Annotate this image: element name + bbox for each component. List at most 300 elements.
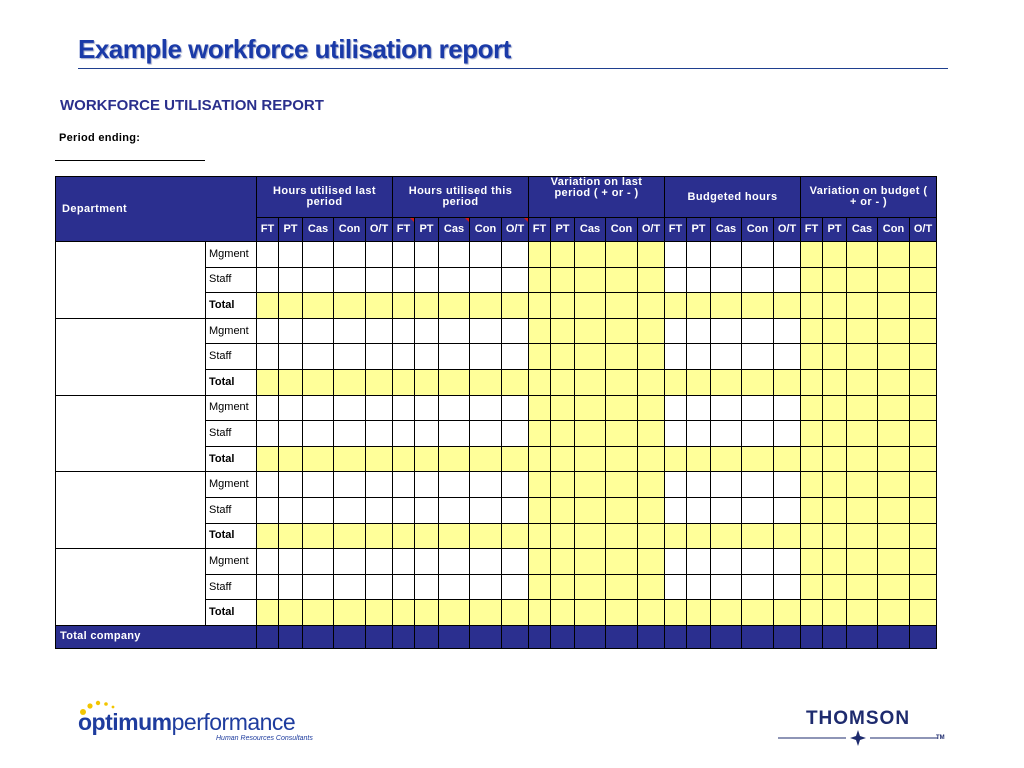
data-cell[interactable]: [742, 395, 774, 421]
data-cell[interactable]: [847, 549, 878, 575]
data-cell[interactable]: [279, 318, 303, 344]
data-cell[interactable]: [257, 421, 279, 447]
data-cell[interactable]: [742, 318, 774, 344]
data-cell[interactable]: [687, 472, 711, 498]
data-cell[interactable]: [878, 369, 910, 395]
data-cell[interactable]: [878, 318, 910, 344]
data-cell[interactable]: [502, 574, 529, 600]
data-cell[interactable]: [334, 472, 366, 498]
data-cell[interactable]: [687, 600, 711, 626]
data-cell[interactable]: [415, 600, 439, 626]
data-cell[interactable]: [575, 421, 606, 447]
data-cell[interactable]: [878, 267, 910, 293]
data-cell[interactable]: [257, 344, 279, 370]
data-cell[interactable]: [393, 293, 415, 319]
data-cell[interactable]: [551, 574, 575, 600]
data-cell[interactable]: [665, 497, 687, 523]
data-cell[interactable]: [334, 318, 366, 344]
data-cell[interactable]: [334, 497, 366, 523]
data-cell[interactable]: [334, 549, 366, 575]
data-cell[interactable]: [910, 369, 937, 395]
data-cell[interactable]: [742, 369, 774, 395]
data-cell[interactable]: [606, 574, 638, 600]
data-cell[interactable]: [366, 523, 393, 549]
data-cell[interactable]: [878, 395, 910, 421]
data-cell[interactable]: [303, 421, 334, 447]
total-company-cell[interactable]: [303, 625, 334, 648]
data-cell[interactable]: [366, 574, 393, 600]
data-cell[interactable]: [638, 600, 665, 626]
total-company-cell[interactable]: [711, 625, 742, 648]
total-company-cell[interactable]: [606, 625, 638, 648]
data-cell[interactable]: [847, 267, 878, 293]
data-cell[interactable]: [687, 318, 711, 344]
data-cell[interactable]: [774, 446, 801, 472]
data-cell[interactable]: [334, 395, 366, 421]
data-cell[interactable]: [551, 369, 575, 395]
data-cell[interactable]: [665, 523, 687, 549]
data-cell[interactable]: [470, 242, 502, 268]
data-cell[interactable]: [742, 344, 774, 370]
data-cell[interactable]: [303, 574, 334, 600]
data-cell[interactable]: [279, 600, 303, 626]
data-cell[interactable]: [470, 369, 502, 395]
data-cell[interactable]: [823, 600, 847, 626]
data-cell[interactable]: [470, 497, 502, 523]
data-cell[interactable]: [439, 421, 470, 447]
data-cell[interactable]: [303, 293, 334, 319]
data-cell[interactable]: [257, 318, 279, 344]
data-cell[interactable]: [742, 472, 774, 498]
total-company-cell[interactable]: [665, 625, 687, 648]
data-cell[interactable]: [529, 497, 551, 523]
data-cell[interactable]: [470, 318, 502, 344]
data-cell[interactable]: [502, 267, 529, 293]
data-cell[interactable]: [575, 446, 606, 472]
data-cell[interactable]: [638, 446, 665, 472]
data-cell[interactable]: [551, 318, 575, 344]
data-cell[interactable]: [742, 600, 774, 626]
data-cell[interactable]: [878, 446, 910, 472]
data-cell[interactable]: [711, 369, 742, 395]
data-cell[interactable]: [910, 344, 937, 370]
data-cell[interactable]: [393, 549, 415, 575]
data-cell[interactable]: [393, 446, 415, 472]
data-cell[interactable]: [687, 242, 711, 268]
data-cell[interactable]: [303, 600, 334, 626]
data-cell[interactable]: [529, 446, 551, 472]
data-cell[interactable]: [529, 344, 551, 370]
data-cell[interactable]: [665, 549, 687, 575]
data-cell[interactable]: [366, 472, 393, 498]
data-cell[interactable]: [638, 293, 665, 319]
data-cell[interactable]: [687, 293, 711, 319]
data-cell[interactable]: [711, 293, 742, 319]
data-cell[interactable]: [529, 523, 551, 549]
data-cell[interactable]: [279, 344, 303, 370]
total-company-cell[interactable]: [529, 625, 551, 648]
data-cell[interactable]: [366, 369, 393, 395]
data-cell[interactable]: [502, 395, 529, 421]
data-cell[interactable]: [711, 395, 742, 421]
data-cell[interactable]: [334, 446, 366, 472]
data-cell[interactable]: [665, 574, 687, 600]
data-cell[interactable]: [334, 369, 366, 395]
data-cell[interactable]: [439, 600, 470, 626]
department-name-cell[interactable]: [56, 472, 206, 549]
data-cell[interactable]: [334, 293, 366, 319]
data-cell[interactable]: [823, 523, 847, 549]
data-cell[interactable]: [279, 523, 303, 549]
data-cell[interactable]: [910, 523, 937, 549]
data-cell[interactable]: [575, 497, 606, 523]
data-cell[interactable]: [711, 523, 742, 549]
data-cell[interactable]: [823, 574, 847, 600]
data-cell[interactable]: [638, 242, 665, 268]
data-cell[interactable]: [439, 242, 470, 268]
data-cell[interactable]: [801, 344, 823, 370]
data-cell[interactable]: [502, 600, 529, 626]
data-cell[interactable]: [257, 293, 279, 319]
data-cell[interactable]: [665, 369, 687, 395]
data-cell[interactable]: [502, 242, 529, 268]
data-cell[interactable]: [303, 497, 334, 523]
data-cell[interactable]: [366, 344, 393, 370]
data-cell[interactable]: [847, 472, 878, 498]
data-cell[interactable]: [470, 523, 502, 549]
data-cell[interactable]: [303, 344, 334, 370]
data-cell[interactable]: [638, 344, 665, 370]
data-cell[interactable]: [393, 523, 415, 549]
data-cell[interactable]: [823, 549, 847, 575]
data-cell[interactable]: [665, 267, 687, 293]
data-cell[interactable]: [439, 574, 470, 600]
data-cell[interactable]: [847, 523, 878, 549]
data-cell[interactable]: [393, 267, 415, 293]
data-cell[interactable]: [257, 472, 279, 498]
data-cell[interactable]: [470, 472, 502, 498]
data-cell[interactable]: [551, 293, 575, 319]
data-cell[interactable]: [742, 267, 774, 293]
data-cell[interactable]: [910, 600, 937, 626]
data-cell[interactable]: [801, 472, 823, 498]
data-cell[interactable]: [687, 344, 711, 370]
data-cell[interactable]: [801, 369, 823, 395]
data-cell[interactable]: [878, 497, 910, 523]
data-cell[interactable]: [529, 574, 551, 600]
data-cell[interactable]: [470, 293, 502, 319]
data-cell[interactable]: [502, 472, 529, 498]
data-cell[interactable]: [257, 523, 279, 549]
data-cell[interactable]: [606, 344, 638, 370]
data-cell[interactable]: [774, 600, 801, 626]
data-cell[interactable]: [366, 600, 393, 626]
data-cell[interactable]: [606, 421, 638, 447]
data-cell[interactable]: [551, 395, 575, 421]
data-cell[interactable]: [774, 549, 801, 575]
data-cell[interactable]: [529, 395, 551, 421]
data-cell[interactable]: [502, 421, 529, 447]
data-cell[interactable]: [801, 600, 823, 626]
data-cell[interactable]: [847, 318, 878, 344]
data-cell[interactable]: [801, 293, 823, 319]
data-cell[interactable]: [366, 446, 393, 472]
data-cell[interactable]: [366, 293, 393, 319]
data-cell[interactable]: [470, 549, 502, 575]
department-name-cell[interactable]: [56, 242, 206, 319]
data-cell[interactable]: [910, 267, 937, 293]
data-cell[interactable]: [878, 574, 910, 600]
data-cell[interactable]: [801, 523, 823, 549]
data-cell[interactable]: [551, 446, 575, 472]
data-cell[interactable]: [502, 497, 529, 523]
data-cell[interactable]: [551, 472, 575, 498]
data-cell[interactable]: [439, 523, 470, 549]
data-cell[interactable]: [665, 242, 687, 268]
data-cell[interactable]: [393, 395, 415, 421]
data-cell[interactable]: [847, 600, 878, 626]
data-cell[interactable]: [801, 318, 823, 344]
data-cell[interactable]: [774, 395, 801, 421]
data-cell[interactable]: [551, 600, 575, 626]
data-cell[interactable]: [606, 369, 638, 395]
data-cell[interactable]: [529, 421, 551, 447]
data-cell[interactable]: [470, 574, 502, 600]
data-cell[interactable]: [878, 600, 910, 626]
data-cell[interactable]: [393, 600, 415, 626]
data-cell[interactable]: [575, 574, 606, 600]
total-company-cell[interactable]: [415, 625, 439, 648]
total-company-cell[interactable]: [393, 625, 415, 648]
data-cell[interactable]: [575, 242, 606, 268]
data-cell[interactable]: [711, 242, 742, 268]
data-cell[interactable]: [910, 293, 937, 319]
data-cell[interactable]: [687, 446, 711, 472]
data-cell[interactable]: [575, 472, 606, 498]
data-cell[interactable]: [847, 446, 878, 472]
total-company-cell[interactable]: [847, 625, 878, 648]
data-cell[interactable]: [303, 523, 334, 549]
data-cell[interactable]: [415, 523, 439, 549]
data-cell[interactable]: [606, 395, 638, 421]
data-cell[interactable]: [393, 369, 415, 395]
data-cell[interactable]: [711, 497, 742, 523]
data-cell[interactable]: [742, 574, 774, 600]
total-company-cell[interactable]: [279, 625, 303, 648]
data-cell[interactable]: [687, 523, 711, 549]
data-cell[interactable]: [847, 497, 878, 523]
data-cell[interactable]: [279, 574, 303, 600]
total-company-cell[interactable]: [366, 625, 393, 648]
total-company-cell[interactable]: [551, 625, 575, 648]
data-cell[interactable]: [847, 421, 878, 447]
data-cell[interactable]: [801, 395, 823, 421]
data-cell[interactable]: [279, 421, 303, 447]
data-cell[interactable]: [439, 369, 470, 395]
data-cell[interactable]: [502, 523, 529, 549]
data-cell[interactable]: [823, 293, 847, 319]
data-cell[interactable]: [439, 344, 470, 370]
data-cell[interactable]: [774, 242, 801, 268]
data-cell[interactable]: [415, 293, 439, 319]
data-cell[interactable]: [551, 267, 575, 293]
data-cell[interactable]: [502, 549, 529, 575]
data-cell[interactable]: [878, 421, 910, 447]
data-cell[interactable]: [774, 267, 801, 293]
data-cell[interactable]: [910, 574, 937, 600]
data-cell[interactable]: [257, 600, 279, 626]
data-cell[interactable]: [638, 549, 665, 575]
data-cell[interactable]: [551, 497, 575, 523]
total-company-cell[interactable]: [774, 625, 801, 648]
data-cell[interactable]: [303, 267, 334, 293]
data-cell[interactable]: [638, 395, 665, 421]
data-cell[interactable]: [823, 472, 847, 498]
data-cell[interactable]: [606, 446, 638, 472]
data-cell[interactable]: [279, 446, 303, 472]
data-cell[interactable]: [279, 242, 303, 268]
data-cell[interactable]: [470, 421, 502, 447]
data-cell[interactable]: [502, 369, 529, 395]
data-cell[interactable]: [334, 344, 366, 370]
data-cell[interactable]: [878, 293, 910, 319]
data-cell[interactable]: [439, 472, 470, 498]
data-cell[interactable]: [711, 472, 742, 498]
data-cell[interactable]: [606, 472, 638, 498]
data-cell[interactable]: [638, 497, 665, 523]
data-cell[interactable]: [910, 421, 937, 447]
data-cell[interactable]: [910, 472, 937, 498]
data-cell[interactable]: [823, 344, 847, 370]
data-cell[interactable]: [279, 395, 303, 421]
data-cell[interactable]: [847, 395, 878, 421]
data-cell[interactable]: [502, 293, 529, 319]
data-cell[interactable]: [774, 344, 801, 370]
data-cell[interactable]: [711, 421, 742, 447]
data-cell[interactable]: [606, 267, 638, 293]
data-cell[interactable]: [366, 549, 393, 575]
data-cell[interactable]: [415, 344, 439, 370]
data-cell[interactable]: [257, 497, 279, 523]
data-cell[interactable]: [823, 242, 847, 268]
data-cell[interactable]: [575, 293, 606, 319]
data-cell[interactable]: [279, 549, 303, 575]
total-company-cell[interactable]: [823, 625, 847, 648]
total-company-cell[interactable]: [334, 625, 366, 648]
data-cell[interactable]: [711, 549, 742, 575]
data-cell[interactable]: [774, 472, 801, 498]
data-cell[interactable]: [742, 523, 774, 549]
data-cell[interactable]: [575, 369, 606, 395]
data-cell[interactable]: [606, 242, 638, 268]
data-cell[interactable]: [606, 293, 638, 319]
data-cell[interactable]: [801, 549, 823, 575]
data-cell[interactable]: [878, 242, 910, 268]
data-cell[interactable]: [470, 600, 502, 626]
data-cell[interactable]: [415, 267, 439, 293]
data-cell[interactable]: [638, 523, 665, 549]
data-cell[interactable]: [847, 242, 878, 268]
data-cell[interactable]: [393, 574, 415, 600]
data-cell[interactable]: [910, 549, 937, 575]
data-cell[interactable]: [801, 242, 823, 268]
department-name-cell[interactable]: [56, 318, 206, 395]
data-cell[interactable]: [393, 344, 415, 370]
data-cell[interactable]: [823, 369, 847, 395]
data-cell[interactable]: [742, 421, 774, 447]
data-cell[interactable]: [823, 497, 847, 523]
data-cell[interactable]: [878, 523, 910, 549]
data-cell[interactable]: [711, 344, 742, 370]
data-cell[interactable]: [665, 600, 687, 626]
data-cell[interactable]: [257, 267, 279, 293]
data-cell[interactable]: [439, 497, 470, 523]
data-cell[interactable]: [606, 523, 638, 549]
data-cell[interactable]: [801, 446, 823, 472]
data-cell[interactable]: [774, 574, 801, 600]
total-company-cell[interactable]: [439, 625, 470, 648]
data-cell[interactable]: [415, 242, 439, 268]
data-cell[interactable]: [742, 497, 774, 523]
data-cell[interactable]: [665, 395, 687, 421]
total-company-cell[interactable]: [638, 625, 665, 648]
data-cell[interactable]: [665, 293, 687, 319]
data-cell[interactable]: [774, 497, 801, 523]
data-cell[interactable]: [665, 318, 687, 344]
data-cell[interactable]: [529, 549, 551, 575]
data-cell[interactable]: [575, 318, 606, 344]
data-cell[interactable]: [439, 293, 470, 319]
data-cell[interactable]: [687, 574, 711, 600]
data-cell[interactable]: [415, 395, 439, 421]
data-cell[interactable]: [303, 369, 334, 395]
data-cell[interactable]: [393, 497, 415, 523]
data-cell[interactable]: [551, 242, 575, 268]
department-name-cell[interactable]: [56, 395, 206, 472]
data-cell[interactable]: [711, 446, 742, 472]
data-cell[interactable]: [257, 369, 279, 395]
data-cell[interactable]: [711, 574, 742, 600]
data-cell[interactable]: [742, 446, 774, 472]
data-cell[interactable]: [393, 242, 415, 268]
data-cell[interactable]: [687, 497, 711, 523]
data-cell[interactable]: [774, 293, 801, 319]
data-cell[interactable]: [606, 600, 638, 626]
data-cell[interactable]: [366, 242, 393, 268]
total-company-cell[interactable]: [878, 625, 910, 648]
data-cell[interactable]: [665, 421, 687, 447]
data-cell[interactable]: [470, 267, 502, 293]
data-cell[interactable]: [878, 344, 910, 370]
data-cell[interactable]: [415, 318, 439, 344]
total-company-cell[interactable]: [502, 625, 529, 648]
data-cell[interactable]: [415, 446, 439, 472]
data-cell[interactable]: [439, 549, 470, 575]
data-cell[interactable]: [257, 549, 279, 575]
data-cell[interactable]: [303, 549, 334, 575]
data-cell[interactable]: [910, 446, 937, 472]
data-cell[interactable]: [393, 318, 415, 344]
data-cell[interactable]: [303, 318, 334, 344]
data-cell[interactable]: [334, 523, 366, 549]
data-cell[interactable]: [711, 267, 742, 293]
data-cell[interactable]: [910, 395, 937, 421]
data-cell[interactable]: [711, 600, 742, 626]
data-cell[interactable]: [847, 293, 878, 319]
data-cell[interactable]: [638, 421, 665, 447]
data-cell[interactable]: [575, 549, 606, 575]
data-cell[interactable]: [910, 242, 937, 268]
